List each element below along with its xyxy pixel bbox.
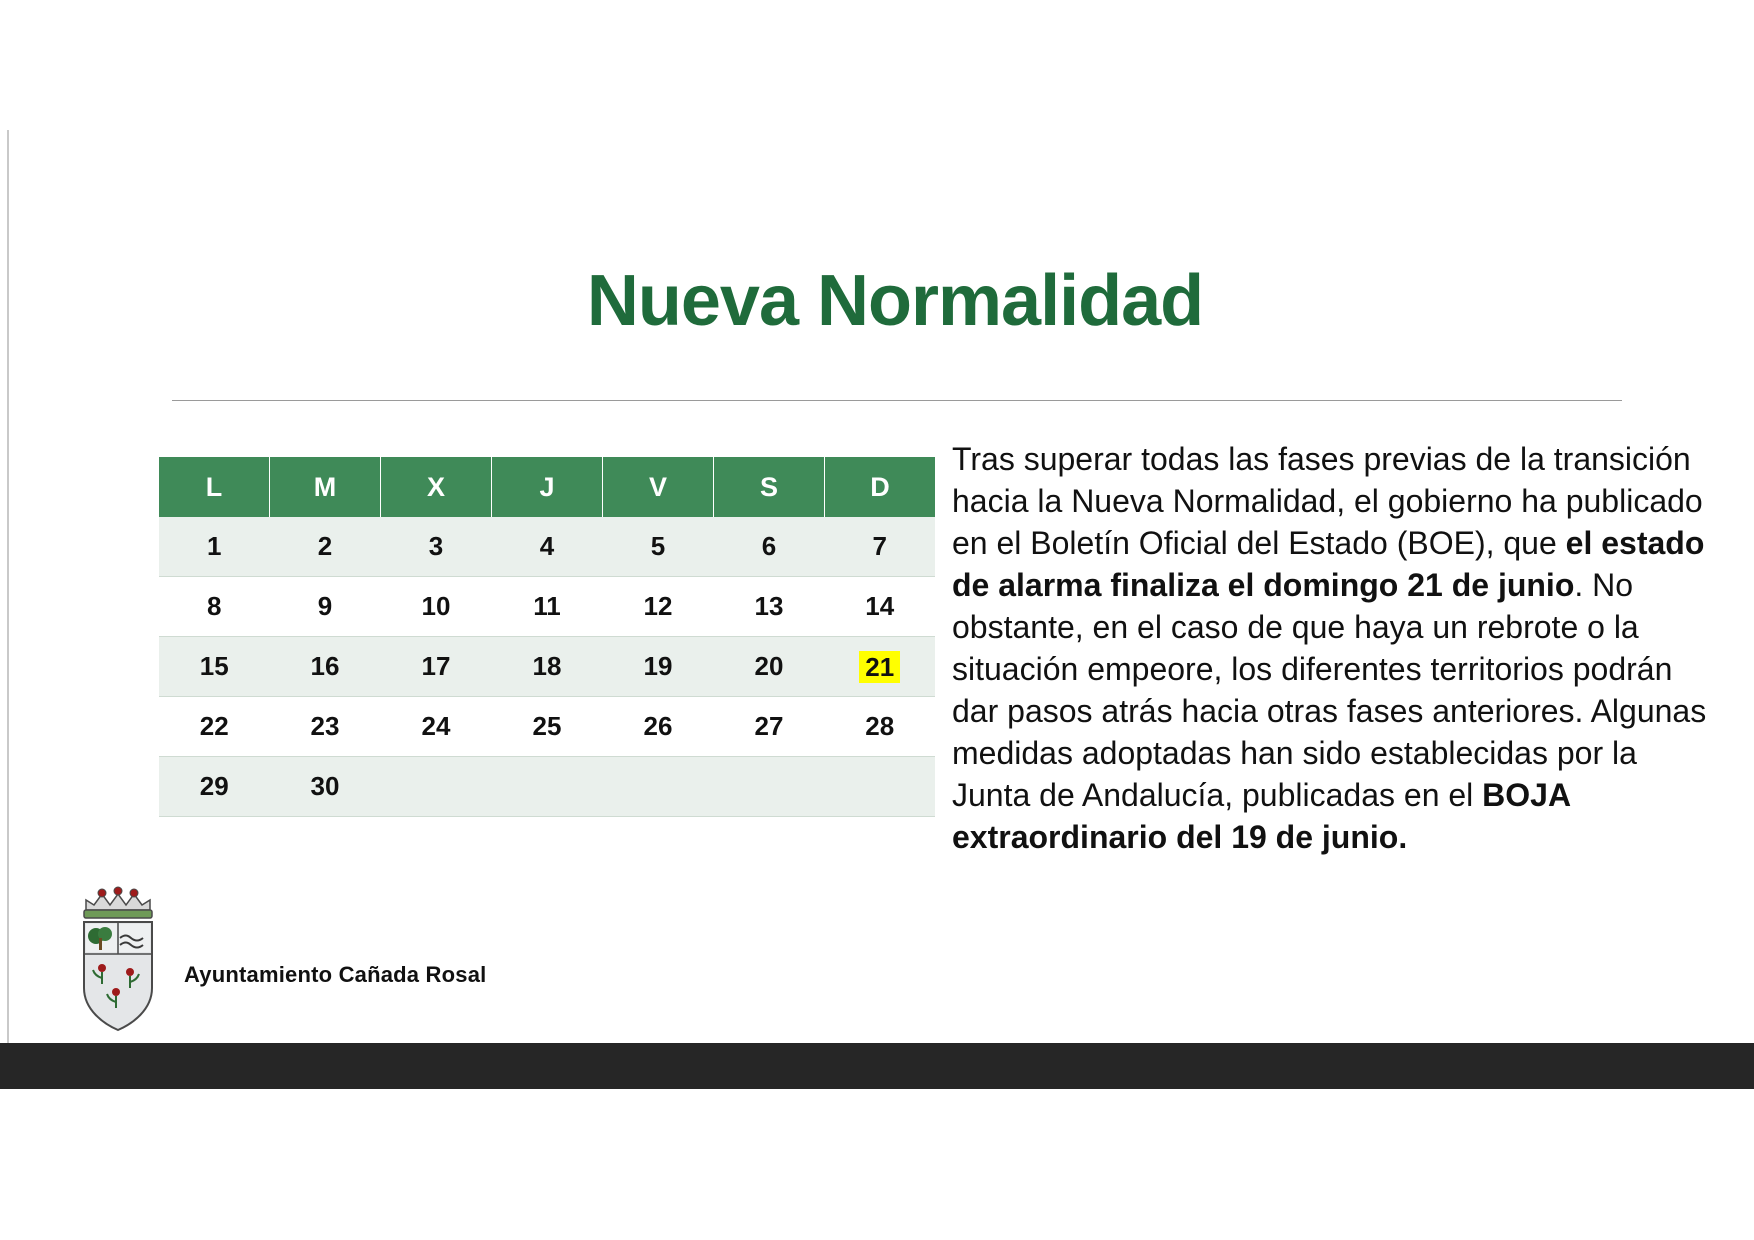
calendar-day-cell	[492, 757, 603, 817]
calendar-week-row	[159, 757, 935, 817]
calendar-day-cell: 23	[270, 697, 381, 757]
calendar-day-cell: 27	[714, 697, 825, 757]
calendar-day-cell	[825, 757, 936, 817]
calendar-day-cell: 18	[492, 637, 603, 697]
weekday-header-d: D	[825, 457, 936, 517]
calendar-day-cell: 16	[270, 637, 381, 697]
left-vertical-rule	[7, 130, 9, 1060]
calendar-day-cell: 22	[159, 697, 270, 757]
calendar-day-cell: 1	[159, 517, 270, 577]
calendar-day-cell: 20	[714, 637, 825, 697]
calendar-day-cell: 6	[714, 517, 825, 577]
body-paragraph	[952, 438, 1712, 858]
calendar-day-cell: 2	[270, 517, 381, 577]
calendar-day-cell: 9	[270, 577, 381, 637]
calendar-day-cell: 19	[603, 637, 714, 697]
title-divider	[172, 400, 1622, 401]
calendar-day-cell: 7	[825, 517, 936, 577]
calendar-day-cell	[603, 757, 714, 817]
footer-bar	[0, 1043, 1754, 1089]
calendar-day-cell: 10	[381, 577, 492, 637]
body-text-run: Tras superar todas las fases previas de la transición hacia la Nueva Normalidad, el gobierno ha publicado en el Boletín Oficial del Estado (BOE), que	[952, 441, 1703, 561]
calendar-table	[159, 457, 935, 817]
calendar-day-cell: 5	[603, 517, 714, 577]
calendar-day-cell: 26	[603, 697, 714, 757]
weekday-header-m: M	[270, 457, 381, 517]
calendar-day-cell: 13	[714, 577, 825, 637]
calendar-day-cell: 25	[492, 697, 603, 757]
page-title: Nueva Normalidad	[586, 261, 1204, 341]
calendar-day-cell: 24	[381, 697, 492, 757]
calendar-day-cell	[714, 757, 825, 817]
weekday-header-v: V	[603, 457, 714, 517]
weekday-header-l: L	[159, 457, 270, 517]
calendar-header-row	[159, 457, 935, 517]
weekday-header-j: J	[492, 457, 603, 517]
calendar-day-cell: 15	[159, 637, 270, 697]
weekday-header-x: X	[381, 457, 492, 517]
weekday-header-s: S	[714, 457, 825, 517]
calendar-day-cell: 3	[381, 517, 492, 577]
calendar-week-row	[159, 637, 935, 697]
organization-label: Ayuntamiento Cañada Rosal	[184, 962, 487, 987]
body-text-emphasis: BOJA extraordinario del 19 de junio.	[952, 777, 1570, 855]
calendar-week-row	[159, 577, 935, 637]
highlighted-day-value: 21	[859, 651, 900, 683]
calendar-day-cell: 14	[825, 577, 936, 637]
calendar-day-cell	[381, 757, 492, 817]
calendar-day-cell: 29	[159, 757, 270, 817]
calendar-day-cell: 4	[492, 517, 603, 577]
calendar-day-cell: 30	[270, 757, 381, 817]
calendar-day-cell: 12	[603, 577, 714, 637]
body-text-run: . No obstante, en el caso de que haya un rebrote o la situación empeore, los diferentes territorios podrán dar pasos atrás hacia otras fases anteriores. Algunas medidas adoptadas han sido establecidas por la Junta de Andalucía, publicadas en el	[952, 567, 1707, 813]
calendar-day-cell: 28	[825, 697, 936, 757]
body-text-emphasis: el estado de alarma finaliza el domingo 21 de junio	[952, 525, 1705, 603]
calendar-day-cell: 8	[159, 577, 270, 637]
calendar-day-cell: 11	[492, 577, 603, 637]
calendar-day-cell: 17	[381, 637, 492, 697]
calendar-day-cell-highlighted	[825, 637, 936, 697]
calendar-week-row	[159, 517, 935, 577]
calendar-week-row	[159, 697, 935, 757]
coat-of-arms-icon	[72, 880, 164, 1032]
